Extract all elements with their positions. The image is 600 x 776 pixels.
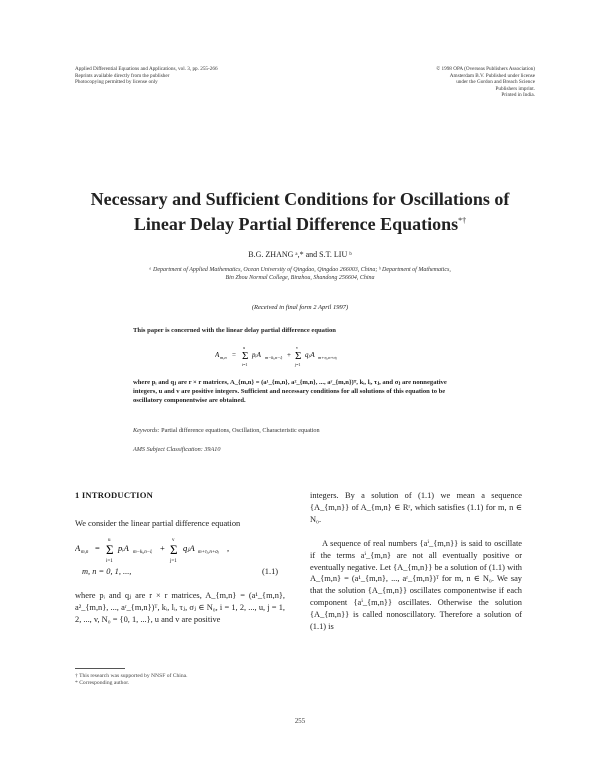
abstract-equation (215, 342, 395, 368)
svg-text:Σ: Σ (242, 350, 249, 362)
header-right-line: Publishers imprint. (495, 85, 535, 92)
svg-text:A: A (215, 351, 220, 359)
header-left-line: Reprints available directly from the publisher (75, 72, 170, 79)
svg-text:i=1: i=1 (242, 362, 248, 367)
svg-text:Σ: Σ (295, 350, 302, 362)
svg-text:pᵢA: pᵢA (118, 543, 129, 553)
header-left-line: Photocopying permitted by license only (75, 79, 158, 86)
matrix-definition-paragraph: where pᵢ and qⱼ are r × r matrices, A_{m,n} = (a¹_{m,n}, a²_{m,n}, ..., aʳ_{m,n})ᵀ, kᵢ, lᵢ, τⱼ, σⱼ ∈ N₀, i = 1, 2, ..., u, j = 1, 2, ..., v, N₀ = {0, 1, ...}, u and v are positive (75, 591, 285, 624)
svg-text:m+τⱼ,n+σⱼ: m+τⱼ,n+σⱼ (318, 355, 337, 360)
oscillation-definition-paragraph: A sequence of real numbers {aⁱ_{m,n}} is said to oscillate if the terms aⁱ_{m,n} are not all eventually positive or eventually negative. Let {A_{m,n}} be a solution of (1.1) with A_{m,n} = (a¹_{m,n}, ..., aʳ_{m,n})ᵀ for m, n ∈ N₀. We say that the solution {A_{m,n}} oscillates componentwise if each component {aⁱ_{m,n}} oscillates. Otherwise the solution {A_{m,n}} is called nonoscillatory. Therefore a solution of (1.1) is (310, 539, 522, 631)
solution-definition-paragraph: integers. By a solution of (1.1) we mean a sequence {A_{m,n}} of A_{m,n} ∈ Rʳ, which satisfies (1.1) for m, n ∈ N₀. (310, 491, 522, 524)
abstract-intro: This paper is concerned with the linear delay partial difference equation (133, 327, 336, 334)
affiliation-line: Bin Zhou Normal College, Binzhou, Shandong 256604, China (225, 275, 375, 281)
equation-index-range: m, n = 0, 1, ..., (82, 567, 132, 576)
page-number: 255 (294, 718, 306, 725)
abstract-body: where pᵢ and qⱼ are r × r matrices, A_{m,n} = (a¹_{m,n}, a²_{m,n}, ..., aʳ_{m,n})ᵀ, kᵢ, lᵢ, τⱼ, and σⱼ are nonnegative integers, u and v are positive integers. Sufficient and necessary conditions for all solutions of this equation to be oscillatory componentwise are obtained. (133, 379, 447, 405)
svg-text:qⱼA: qⱼA (183, 543, 195, 553)
journal-header-right (390, 66, 535, 99)
svg-text:=: = (232, 351, 236, 359)
equation-number: (1.1) (262, 567, 279, 576)
header-right-line: © 1998 OPA (Overseas Publishers Association) (436, 66, 535, 72)
header-right-line: Printed in India. (501, 92, 535, 99)
svg-text:m,n: m,n (81, 550, 89, 555)
affiliations (95, 266, 505, 282)
svg-text:u: u (108, 538, 111, 543)
paper-title (60, 188, 540, 235)
svg-text:m−kᵢ,n−lᵢ: m−kᵢ,n−lᵢ (265, 355, 283, 360)
svg-text:j=1: j=1 (170, 559, 177, 564)
intro-paragraph: We consider the linear partial difference equation (75, 519, 241, 528)
affiliation-line: ᵃ Department of Applied Mathematics, Ocean University of Qingdao, Qingdao 266003, China; ᵇ Department of Mathematics, (149, 267, 451, 273)
svg-text:+: + (160, 543, 165, 553)
svg-text:v: v (296, 345, 298, 350)
title-line-2-text: Linear Delay Partial Difference Equations (133, 214, 459, 234)
keywords-label: Keywords: (133, 427, 160, 434)
received-date: (Received in final form 2 April 1997) (251, 304, 349, 311)
svg-text:v: v (172, 538, 175, 543)
keywords-text: Partial difference equations, Oscillation, Characteristic equation (161, 427, 320, 434)
svg-text:qⱼA: qⱼA (305, 351, 315, 359)
subject-classification: AMS Subject Classification: 39A10 (133, 446, 221, 453)
svg-text:m+τⱼ,n+σⱼ: m+τⱼ,n+σⱼ (198, 550, 220, 555)
svg-text:,: , (227, 543, 230, 553)
header-right-line: under the Gordon and Breach Science (456, 79, 535, 86)
svg-text:u: u (243, 345, 245, 350)
author-line: B.G. ZHANG ᵃ,* and S.T. LIU ᵇ (248, 250, 352, 259)
footnote: † This research was supported by NNSF of China. (75, 673, 188, 679)
svg-text:Σ: Σ (170, 542, 178, 557)
title-line-2 (60, 210, 540, 235)
svg-text:pᵢA: pᵢA (252, 351, 261, 359)
svg-text:j=1: j=1 (295, 362, 301, 367)
title-line-1: Necessary and Sufficient Conditions for Oscillations of (90, 189, 510, 209)
footnotes (75, 673, 285, 688)
svg-text:A: A (75, 543, 81, 553)
svg-text:Σ: Σ (106, 542, 114, 557)
footnote: * Corresponding author. (75, 680, 130, 687)
header-right-line: Amsterdam B.V. Published under license (449, 72, 535, 79)
title-footnote-mark: *† (458, 216, 467, 225)
svg-text:+: + (287, 351, 291, 359)
svg-text:=: = (95, 543, 100, 553)
svg-text:m,n: m,n (220, 355, 227, 360)
keywords (133, 427, 473, 434)
header-left-line: Applied Differential Equations and Applications, vol. 3, pp. 255-266 (75, 66, 218, 72)
svg-text:m−kᵢ,n−lᵢ: m−kᵢ,n−lᵢ (133, 550, 153, 555)
svg-text:i=1: i=1 (106, 559, 113, 564)
journal-header-left (75, 66, 315, 86)
footnote-rule (75, 668, 125, 669)
section-heading: 1 INTRODUCTION (75, 490, 154, 500)
